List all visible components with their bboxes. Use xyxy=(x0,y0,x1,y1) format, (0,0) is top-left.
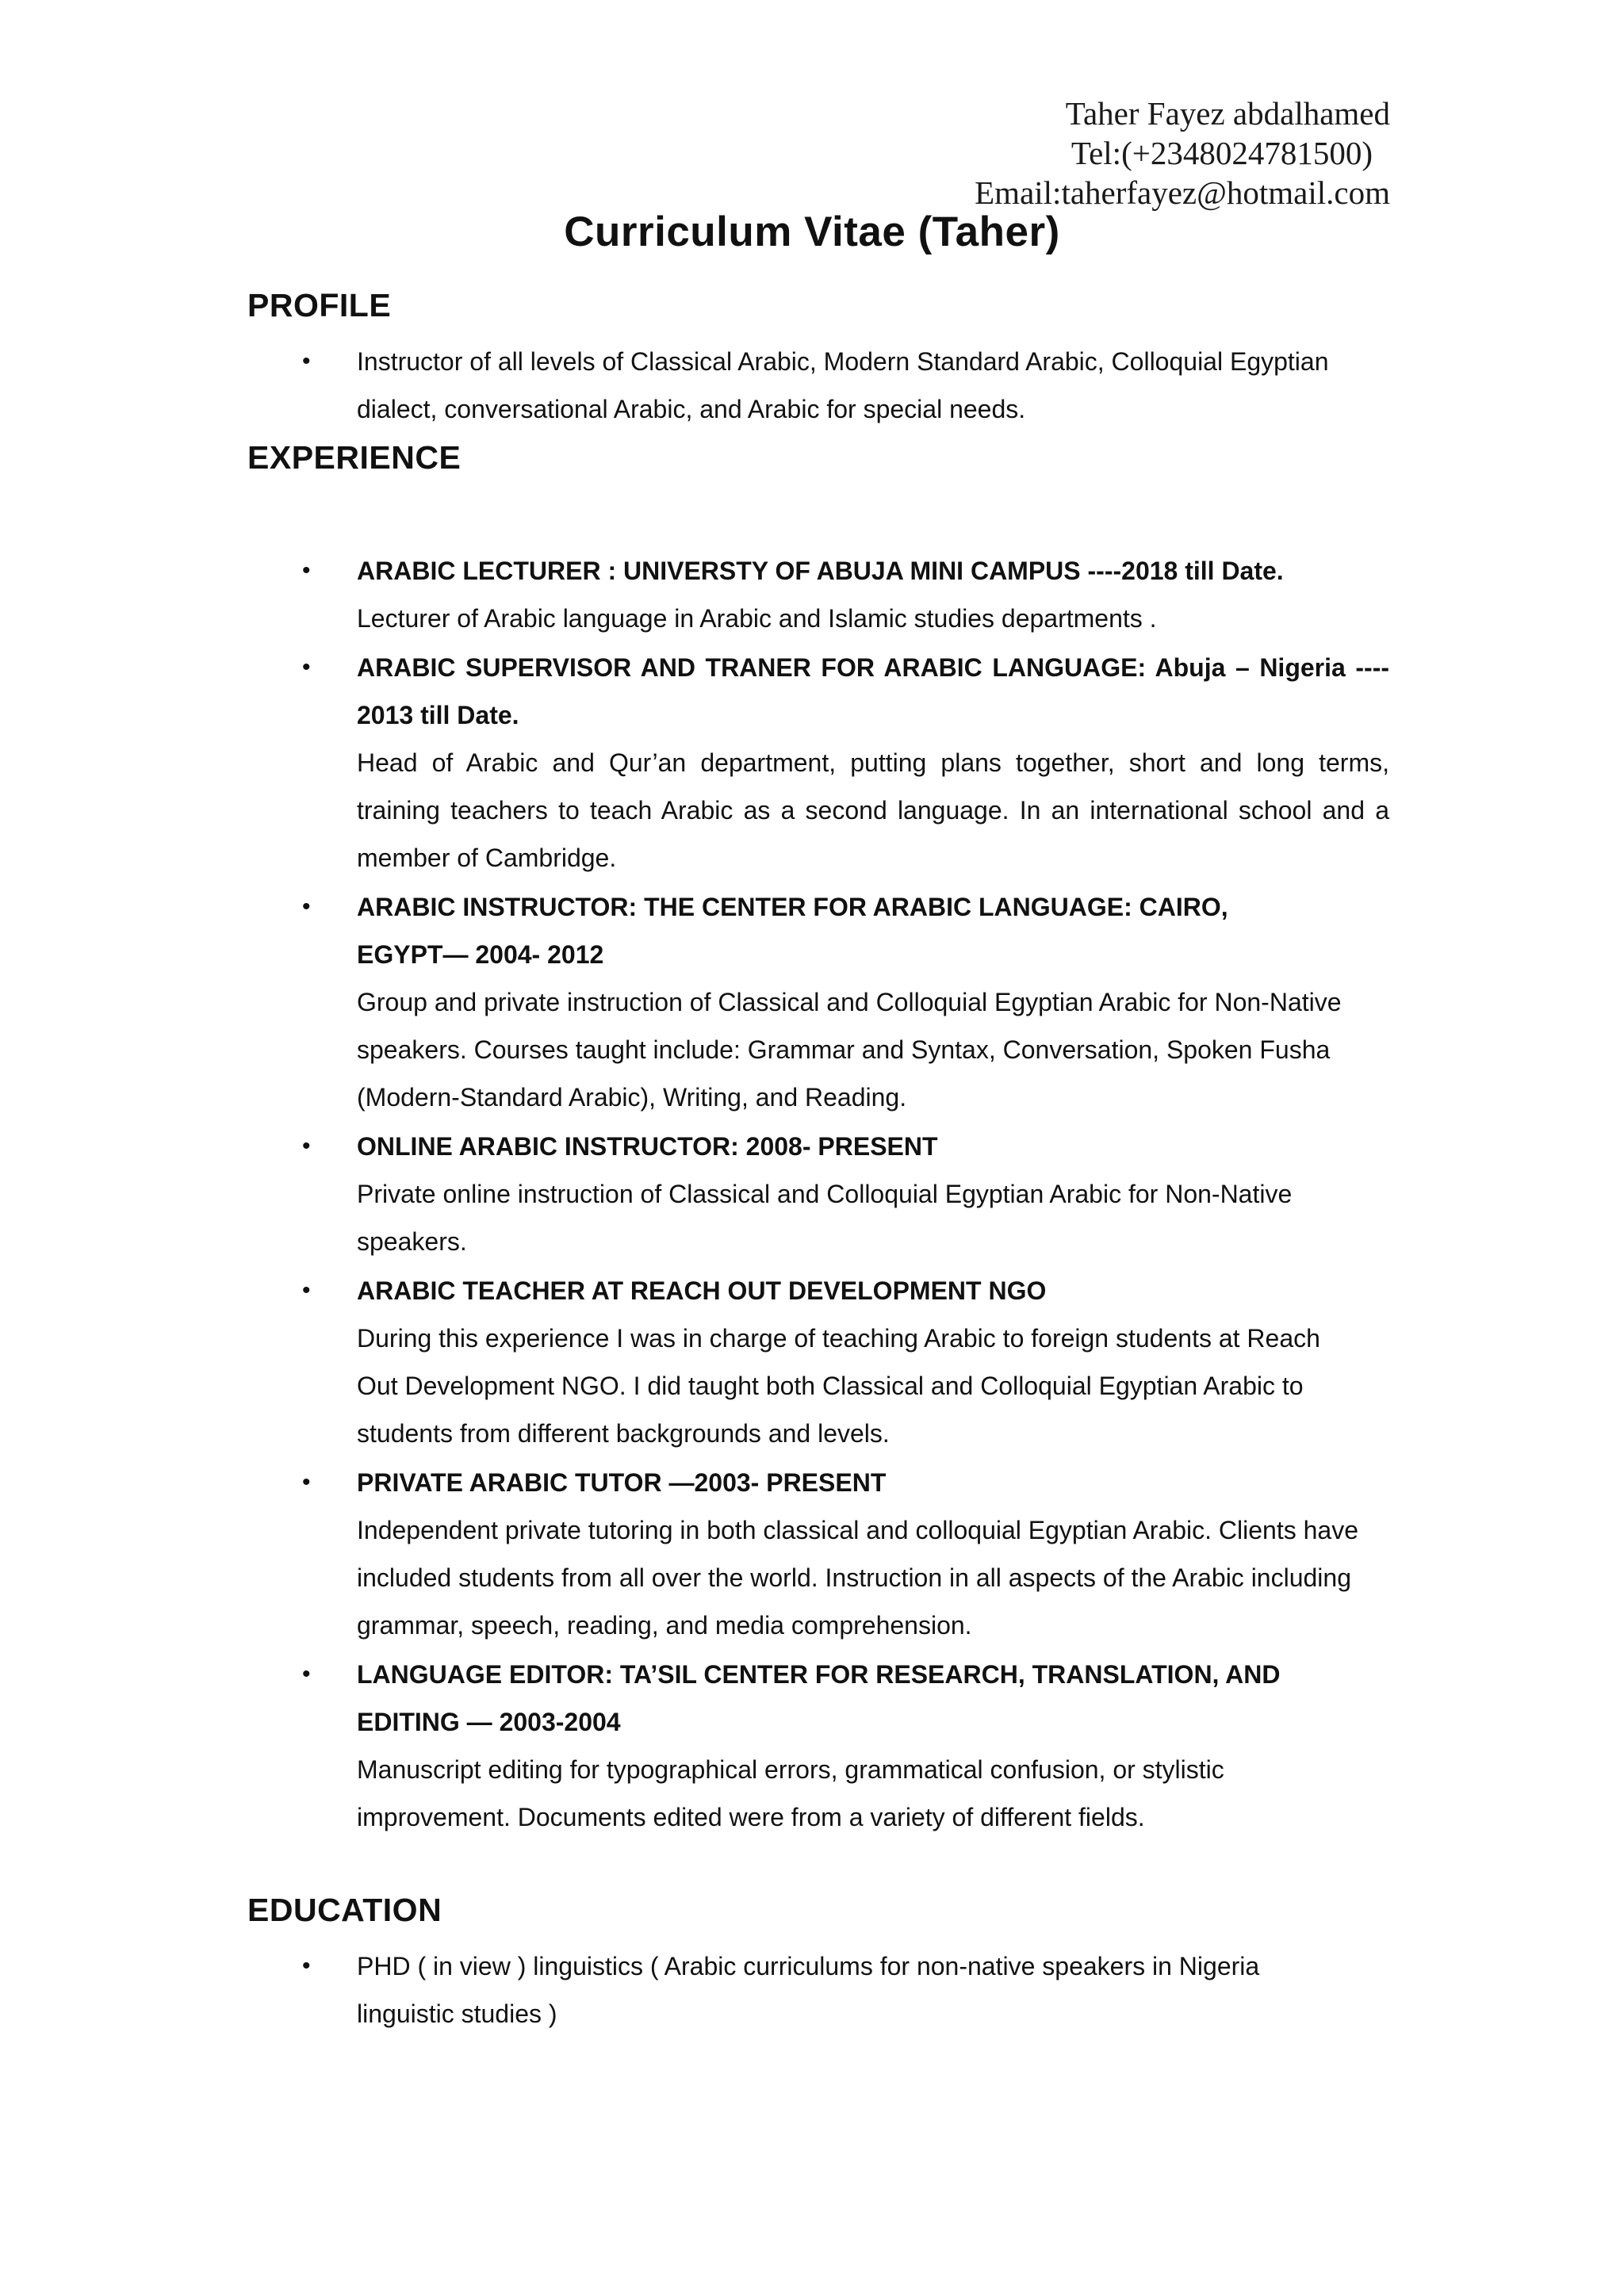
job-heading: PRIVATE ARABIC TUTOR —2003- PRESENT xyxy=(357,1468,887,1497)
job-heading: ARABIC SUPERVISOR AND TRANER FOR ARABIC LANGUAGE: Abuja – Nigeria ---- 2013 till Date. xyxy=(357,653,1389,729)
education-list xyxy=(247,1942,1358,2038)
list-item xyxy=(247,1651,1389,1841)
list-item xyxy=(247,1459,1389,1649)
job-description: Private online instruction of Classical and Colloquial Egyptian Arabic for Non-Native speakers. xyxy=(357,1180,1293,1256)
contact-name: Taher Fayez abdalhamed xyxy=(1065,95,1390,132)
education-heading: EDUCATION xyxy=(247,1892,442,1928)
bullet-icon: • xyxy=(302,1953,311,1979)
job-heading: ARABIC LECTURER : UNIVERSTY OF ABUJA MINI CAMPUS ----2018 till Date. xyxy=(357,557,1284,585)
list-item xyxy=(247,547,1389,642)
bullet-icon: • xyxy=(302,1133,311,1159)
job-description: Lecturer of Arabic language in Arabic and Islamic studies departments . xyxy=(357,604,1157,633)
bullet-icon: • xyxy=(302,1469,311,1495)
job-heading: ARABIC TEACHER AT REACH OUT DEVELOPMENT NGO xyxy=(357,1276,1047,1305)
contact-tel: Tel:(+2348024781500) xyxy=(1071,135,1373,171)
bullet-icon: • xyxy=(302,1277,311,1303)
education-text: PHD ( in view ) linguistics ( Arabic curriculums for non-native speakers in Nigeria linguistic studies ) xyxy=(357,1952,1260,2028)
job-description: Independent private tutoring in both classical and colloquial Egyptian Arabic. Clients have included students from all over the world. Instruction in all aspects of the Arabic including grammar, speech, reading, and media comprehension. xyxy=(357,1516,1359,1640)
document-title: Curriculum Vitae (Taher) xyxy=(564,209,1060,255)
list-item xyxy=(247,338,1358,433)
list-item xyxy=(247,644,1389,882)
profile-list xyxy=(247,338,1358,433)
list-item xyxy=(247,883,1389,1121)
bullet-icon: • xyxy=(302,654,311,680)
job-description: Head of Arabic and Qur’an department, putting plans together, short and long terms, training teachers to teach Arabic as a second language. In an international school and a member of Cambridge. xyxy=(357,748,1389,872)
experience-heading: EXPERIENCE xyxy=(247,439,462,476)
contact-email: Email:taherfayez@hotmail.com xyxy=(975,174,1390,211)
job-heading: LANGUAGE EDITOR: TA’SIL CENTER FOR RESEARCH, TRANSLATION, AND EDITING — 2003-2004 xyxy=(357,1660,1281,1736)
contact-block xyxy=(835,94,1390,212)
list-item xyxy=(247,1942,1358,2038)
job-description: Group and private instruction of Classical and Colloquial Egyptian Arabic for Non-Native speakers. Courses taught include: Grammar and Syntax, Conversation, Spoken Fusha (Modern-Standard Arabic), Writing, and Reading. xyxy=(357,988,1342,1112)
profile-text: Instructor of all levels of Classical Arabic, Modern Standard Arabic, Colloquial Egyptian dialect, conversational Arabic, and Arabic for special needs. xyxy=(357,347,1329,423)
list-item xyxy=(247,1267,1389,1457)
bullet-icon: • xyxy=(302,1661,311,1687)
job-description: During this experience I was in charge of teaching Arabic to foreign students at Reach Out Development NGO. I did taught both Classical and Colloquial Egyptian Arabic to students from different backgrounds and levels. xyxy=(357,1324,1320,1448)
job-description: Manuscript editing for typographical errors, grammatical confusion, or stylistic improvement. Documents edited were from a variety of different fields. xyxy=(357,1755,1224,1831)
job-heading: ARABIC INSTRUCTOR: THE CENTER FOR ARABIC LANGUAGE: CAIRO, EGYPT— 2004- 2012 xyxy=(357,893,1228,969)
bullet-icon: • xyxy=(302,894,311,920)
list-item xyxy=(247,1123,1389,1265)
bullet-icon: • xyxy=(302,557,311,584)
experience-list xyxy=(247,547,1389,1843)
job-heading: ONLINE ARABIC INSTRUCTOR: 2008- PRESENT xyxy=(357,1132,938,1161)
profile-heading: PROFILE xyxy=(247,287,392,323)
bullet-icon: • xyxy=(302,348,311,374)
